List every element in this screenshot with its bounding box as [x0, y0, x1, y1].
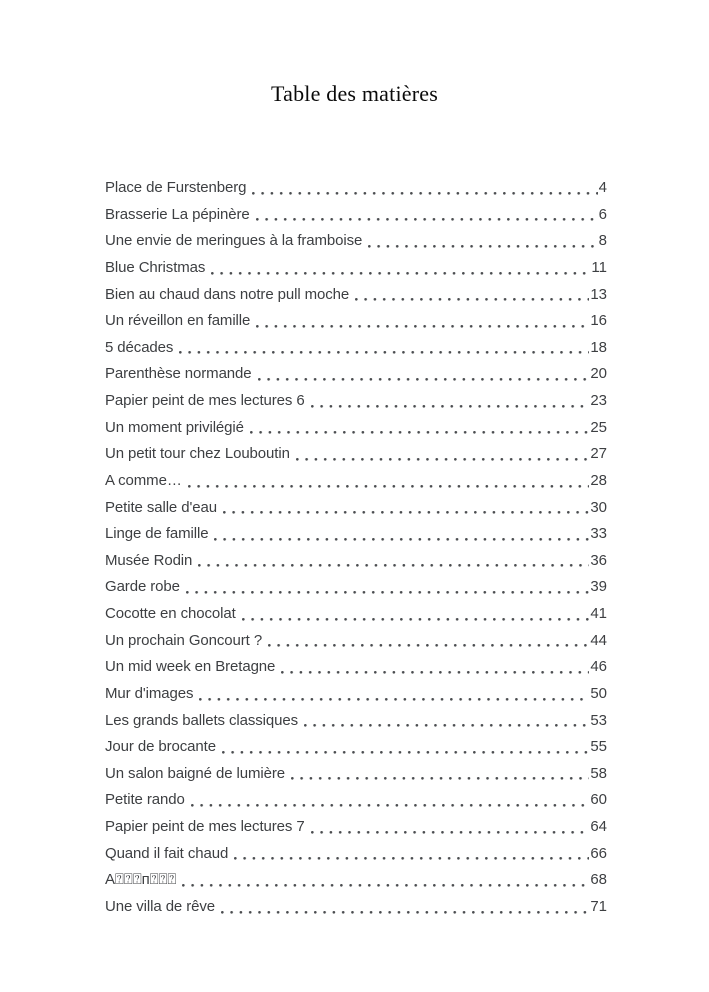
- toc-entry-label: Petite salle d'eau: [105, 498, 217, 516]
- toc-entry-page-number: 44: [590, 631, 607, 649]
- toc-entry-label: A⍰⍰⍰п⍰⍰⍰: [105, 871, 177, 889]
- toc-entry: [105, 202, 607, 229]
- toc-entry: [105, 761, 607, 788]
- toc-entry-label: Cocotte en chocolat: [105, 605, 236, 622]
- dot-leader: [179, 351, 589, 354]
- toc-entry-label: Un moment privilégié: [105, 418, 244, 436]
- toc-entry-label: Papier peint de mes lectures 7: [105, 818, 305, 835]
- toc-entry-page-number: 8: [598, 232, 607, 250]
- toc-entry: [105, 361, 607, 388]
- toc-entry-page-number: 13: [590, 285, 607, 303]
- toc-entry-page-number: 6: [598, 205, 607, 223]
- toc-entry-label: Une envie de meringues à la framboise: [105, 232, 363, 250]
- toc-entry-page-number: 18: [590, 338, 607, 356]
- toc-entry-label: Musée Rodin: [105, 551, 193, 569]
- toc-entry-label: Un mid week en Bretagne: [105, 658, 276, 676]
- toc-entry: [105, 282, 607, 309]
- dot-leader: [296, 458, 589, 461]
- toc-entry: [105, 814, 607, 841]
- toc-entry: [105, 654, 607, 681]
- dot-leader: [304, 724, 589, 727]
- toc-entry: [105, 308, 607, 335]
- toc-entry: [105, 521, 607, 548]
- toc-entry-label: Un salon baigné de lumière: [105, 764, 286, 782]
- dot-leader: [211, 272, 590, 275]
- toc-entry: [105, 228, 607, 255]
- toc-entry-label: Brasserie La pépinère: [105, 205, 250, 223]
- dot-leader: [234, 857, 589, 860]
- toc-entry-label: Mur d'images: [105, 684, 194, 702]
- toc-entry: [105, 867, 607, 894]
- toc-entry-page-number: 58: [590, 764, 607, 782]
- toc-entry: [105, 388, 607, 415]
- toc-entry-label: Un prochain Goncourt ?: [105, 631, 263, 649]
- dot-leader: [250, 431, 589, 434]
- toc-entry-page-number: 20: [590, 365, 607, 383]
- toc-entry-page-number: 64: [590, 818, 607, 835]
- dot-leader: [256, 325, 589, 328]
- dot-leader: [256, 218, 598, 221]
- toc-entry-page-number: 27: [590, 445, 607, 463]
- toc-entry-page-number: 11: [591, 258, 607, 276]
- toc-entry-label: Un réveillon en famille: [105, 312, 251, 330]
- toc-entry-label: Les grands ballets classiques: [105, 711, 299, 729]
- dot-leader: [222, 751, 589, 754]
- dot-leader: [268, 644, 589, 647]
- dot-leader: [355, 298, 589, 301]
- toc-entry-page-number: 60: [590, 791, 607, 809]
- toc-entry: [105, 708, 607, 735]
- toc-entry-page-number: 53: [590, 711, 607, 729]
- dot-leader: [258, 378, 590, 381]
- dot-leader: [223, 511, 589, 514]
- toc-entry-label: Parenthèse normande: [105, 365, 252, 383]
- toc-entry-page-number: 68: [590, 871, 607, 889]
- dot-leader: [186, 591, 589, 594]
- dot-leader: [311, 405, 590, 408]
- dot-leader: [242, 618, 590, 621]
- toc-entry: [105, 175, 607, 202]
- toc-entry-label: Bien au chaud dans notre pull moche: [105, 285, 350, 303]
- toc-entry-page-number: 25: [590, 418, 607, 436]
- toc-entry: [105, 841, 607, 868]
- toc-entry-page-number: 28: [590, 471, 607, 489]
- dot-leader: [191, 804, 590, 807]
- toc-entry-page-number: 50: [590, 684, 607, 702]
- dot-leader: [188, 485, 590, 488]
- dot-leader: [199, 698, 589, 701]
- toc-entry: [105, 734, 607, 761]
- toc-entry: [105, 468, 607, 495]
- toc-entry-page-number: 66: [590, 844, 607, 862]
- dot-leader: [311, 831, 590, 834]
- toc-entry-label: A comme…: [105, 471, 182, 489]
- toc-entry: [105, 415, 607, 442]
- toc-entry: [105, 441, 607, 468]
- toc-entry: [105, 628, 607, 655]
- toc-entry-label: Linge de famille: [105, 525, 209, 543]
- toc-entry-page-number: 39: [590, 578, 607, 596]
- toc-entry-page-number: 41: [590, 605, 607, 622]
- toc-entry: [105, 787, 607, 814]
- dot-leader: [368, 245, 597, 248]
- table-of-contents: [105, 175, 607, 921]
- toc-entry-label: Un petit tour chez Louboutin: [105, 445, 290, 463]
- toc-entry-label: Une villa de rêve: [105, 897, 216, 915]
- toc-entry-label: Jour de brocante: [105, 738, 216, 756]
- toc-entry-page-number: 4: [598, 179, 607, 196]
- toc-entry: [105, 894, 607, 921]
- toc-entry-page-number: 46: [590, 658, 607, 676]
- page-title: Table des matières: [271, 81, 438, 106]
- toc-entry-label: Blue Christmas: [105, 258, 206, 276]
- toc-entry: [105, 681, 607, 708]
- toc-entry-page-number: 16: [590, 312, 607, 330]
- toc-entry-page-number: 30: [590, 498, 607, 516]
- toc-entry-page-number: 36: [590, 551, 607, 569]
- dot-leader: [182, 884, 589, 887]
- toc-entry-label: Place de Furstenberg: [105, 179, 247, 196]
- toc-entry-page-number: 55: [590, 738, 607, 756]
- toc-entry: [105, 335, 607, 362]
- toc-entry-label: Petite rando: [105, 791, 185, 809]
- toc-entry: [105, 495, 607, 522]
- dot-leader: [221, 911, 589, 914]
- toc-entry: [105, 574, 607, 601]
- toc-entry-label: Garde robe: [105, 578, 180, 596]
- toc-entry-label: 5 décades: [105, 338, 174, 356]
- toc-entry-page-number: 23: [590, 392, 607, 409]
- toc-entry: [105, 548, 607, 575]
- dot-leader: [291, 777, 589, 780]
- toc-entry-label: Papier peint de mes lectures 6: [105, 392, 305, 409]
- dot-leader: [198, 564, 589, 567]
- toc-entry: [105, 601, 607, 628]
- dot-leader: [281, 671, 589, 674]
- toc-entry: [105, 255, 607, 282]
- dot-leader: [252, 192, 597, 195]
- toc-entry-page-number: 33: [590, 525, 607, 543]
- toc-entry-label: Quand il fait chaud: [105, 844, 229, 862]
- dot-leader: [214, 538, 589, 541]
- toc-entry-page-number: 71: [590, 897, 607, 915]
